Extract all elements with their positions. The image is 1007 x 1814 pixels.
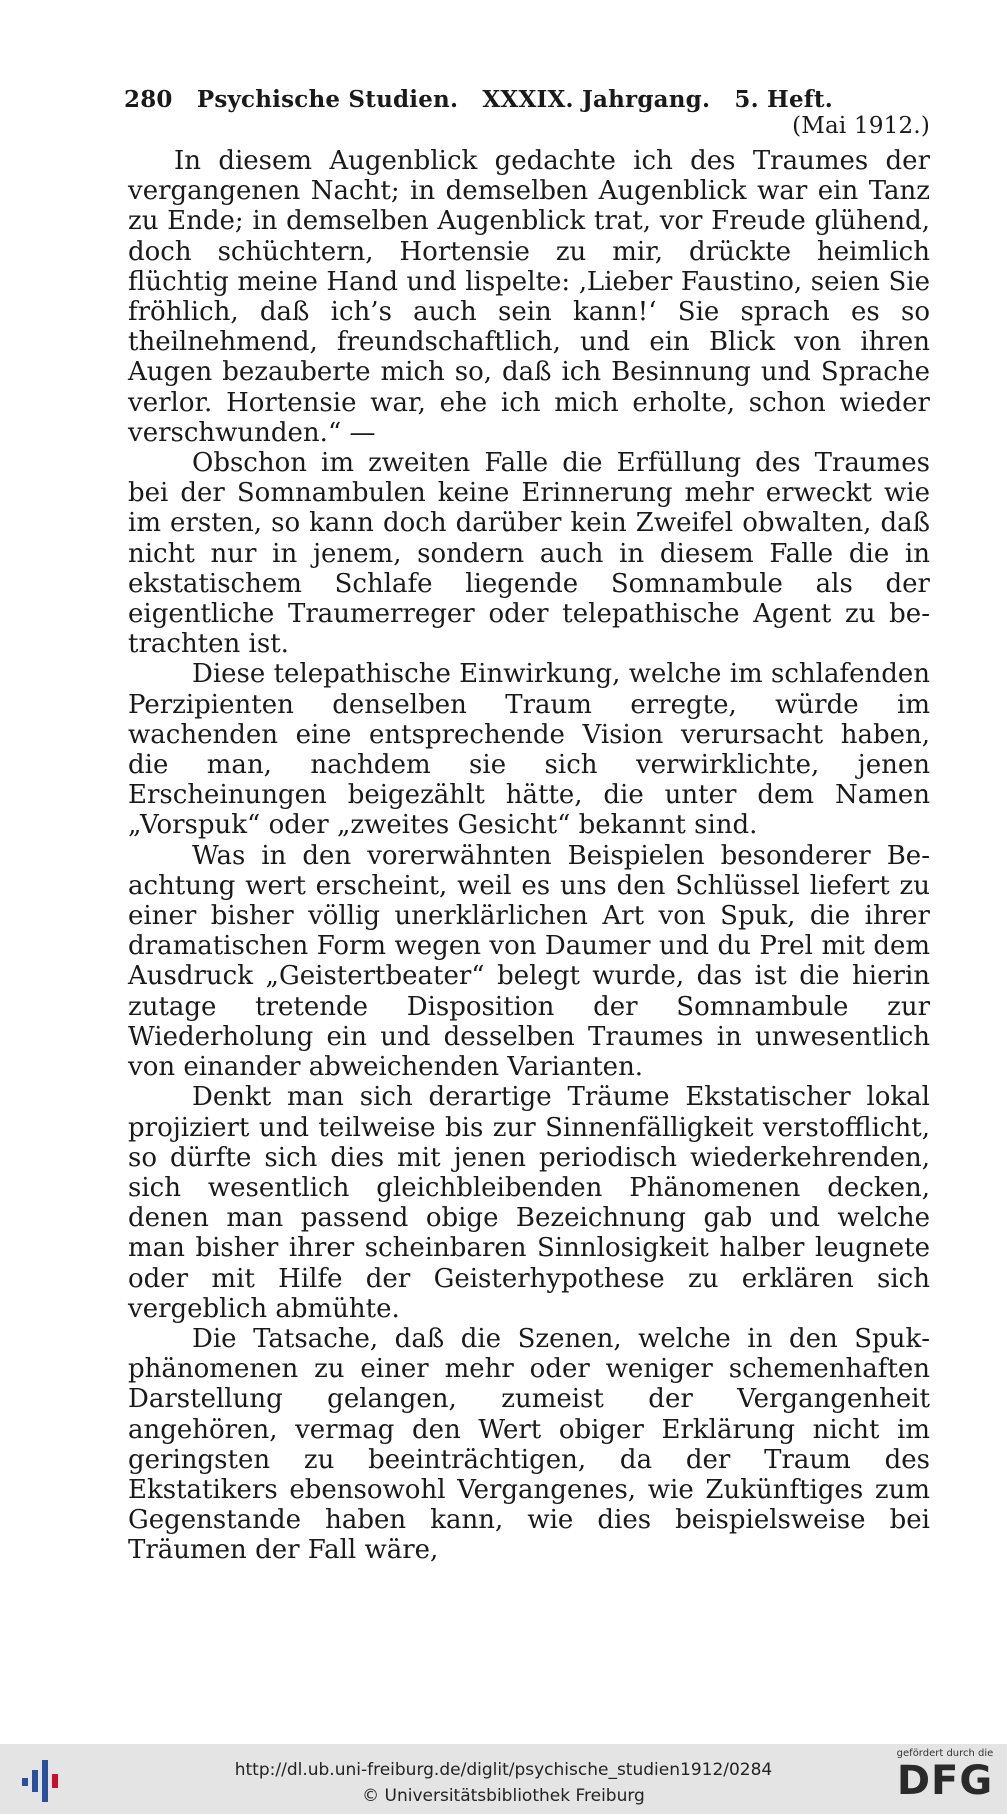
paragraph: Diese telepathische Einwirkung, welche im schlafenden Perzipienten denselben Traum erregte, würde im wachenden eine entsprechende Vision verursacht haben, die man, nachdem sie sich verwirklichte, jenen Erscheinungen beigezählt hätte, die unter dem Namen „Vorspuk“ oder „zweites Gesicht“ bekannt sind. — [128, 659, 930, 841]
paragraph: Die Tatsache, daß die Szenen, welche in den Spukphänomenen zu einer mehr oder weniger schemenhaften Darstellung gelangen, zumeist der Vergangenheit angehören, vermag den Wert obiger Erklärung nicht im geringsten zu beeinträchtigen, da der Traum des Ekstatikers ebensowohl Vergangenes, wie Zukünftiges zum Gegenstande haben kann, wie dies beispielsweise bei Träumen der Fall wäre, — [128, 1323, 930, 1566]
source-url[interactable]: http://dl.ub.uni-freiburg.de/diglit/psychische_studien1912/0284 — [234, 1760, 773, 1780]
volume: XXXIX. Jahrgang. — [482, 86, 711, 113]
paragraph: Obschon im zweiten Falle die Erfüllung des Traumes bei der Somnambulen keine Erinnerung mehr erweckt wie im ersten, so kann doch darüber kein Zweifel obwalten, daß nicht nur in jenem, sondern auch in diesem Falle die in ekstatischem Schlafe liegende Somnambule als der eigentliche Traumerreger oder telepathische Agent zu betrachten ist. — [128, 448, 930, 660]
body-text — [128, 146, 930, 1566]
paragraph: Denkt man sich derartige Träume Ekstatischer lokal projiziert und teilweise bis zur Sinnenfälligkeit verstofflicht, so dürfte sich dies mit jenen periodisch wiederkehrenden, sich wesentlich gleichbleibenden Phänomenen decken, denen man passend obige Bezeichnung gab und welche man bisher ihrer scheinbaren Sinnlosigkeit halber leugnete oder mit Hilfe der Geisterhypothese zu erklären sich vergeblich abmühte. — [128, 1082, 930, 1324]
issue: 5. Heft. — [734, 86, 833, 113]
copyright: © Universitätsbibliothek Freiburg — [362, 1786, 645, 1806]
page-header — [124, 86, 930, 139]
dfg-wordmark: DFG — [896, 1758, 994, 1804]
paragraph: Was in den vorerwähnten Beispielen besonderer Beachtung wert erscheint, weil es uns den Schlüssel liefert zu einer bisher völlig unerklärlichen Art von Spuk, die ihrer dramatischen Form wegen von Daumer und du Prel mit dem Ausdruck „Geistertbeater“ belegt wurde, das ist die hierin zutage tretende Disposition der Somnambule zur Wiederholung ein und desselben Traumes in unwesentlich von einander abweichenden Varianten. — [128, 840, 930, 1083]
issue-date: (Mai 1912.) — [792, 113, 930, 139]
dfg-logo — [890, 1748, 1000, 1803]
dfg-funded-by: gefördert durch die — [896, 1748, 994, 1759]
footer-bar — [0, 1744, 1007, 1814]
paragraph: In diesem Augenblick gedachte ich des Traumes der vergangenen Nacht; in demselben Augenblick war ein Tanz zu Ende; in demselben Augenblick trat, vor Freude glühend, doch schüchtern, Hortensie zu mir, drückte heimlich flüchtig meine Hand und lispelte: ‚Lieber Faustino, seien Sie fröhlich, daß ich’s auch sein kann!‘ Sie sprach es so theilnehmend, freundschaftlich, und ein Blick von ihren Augen bezauberte mich so, daß ich Besinnung und Sprache verlor. Hortensie war, ehe ich mich erholte, schon wieder verschwunden.“ — — [128, 146, 930, 448]
journal-title: Psychische Studien. — [196, 86, 459, 113]
page-number: 280 — [124, 86, 173, 113]
